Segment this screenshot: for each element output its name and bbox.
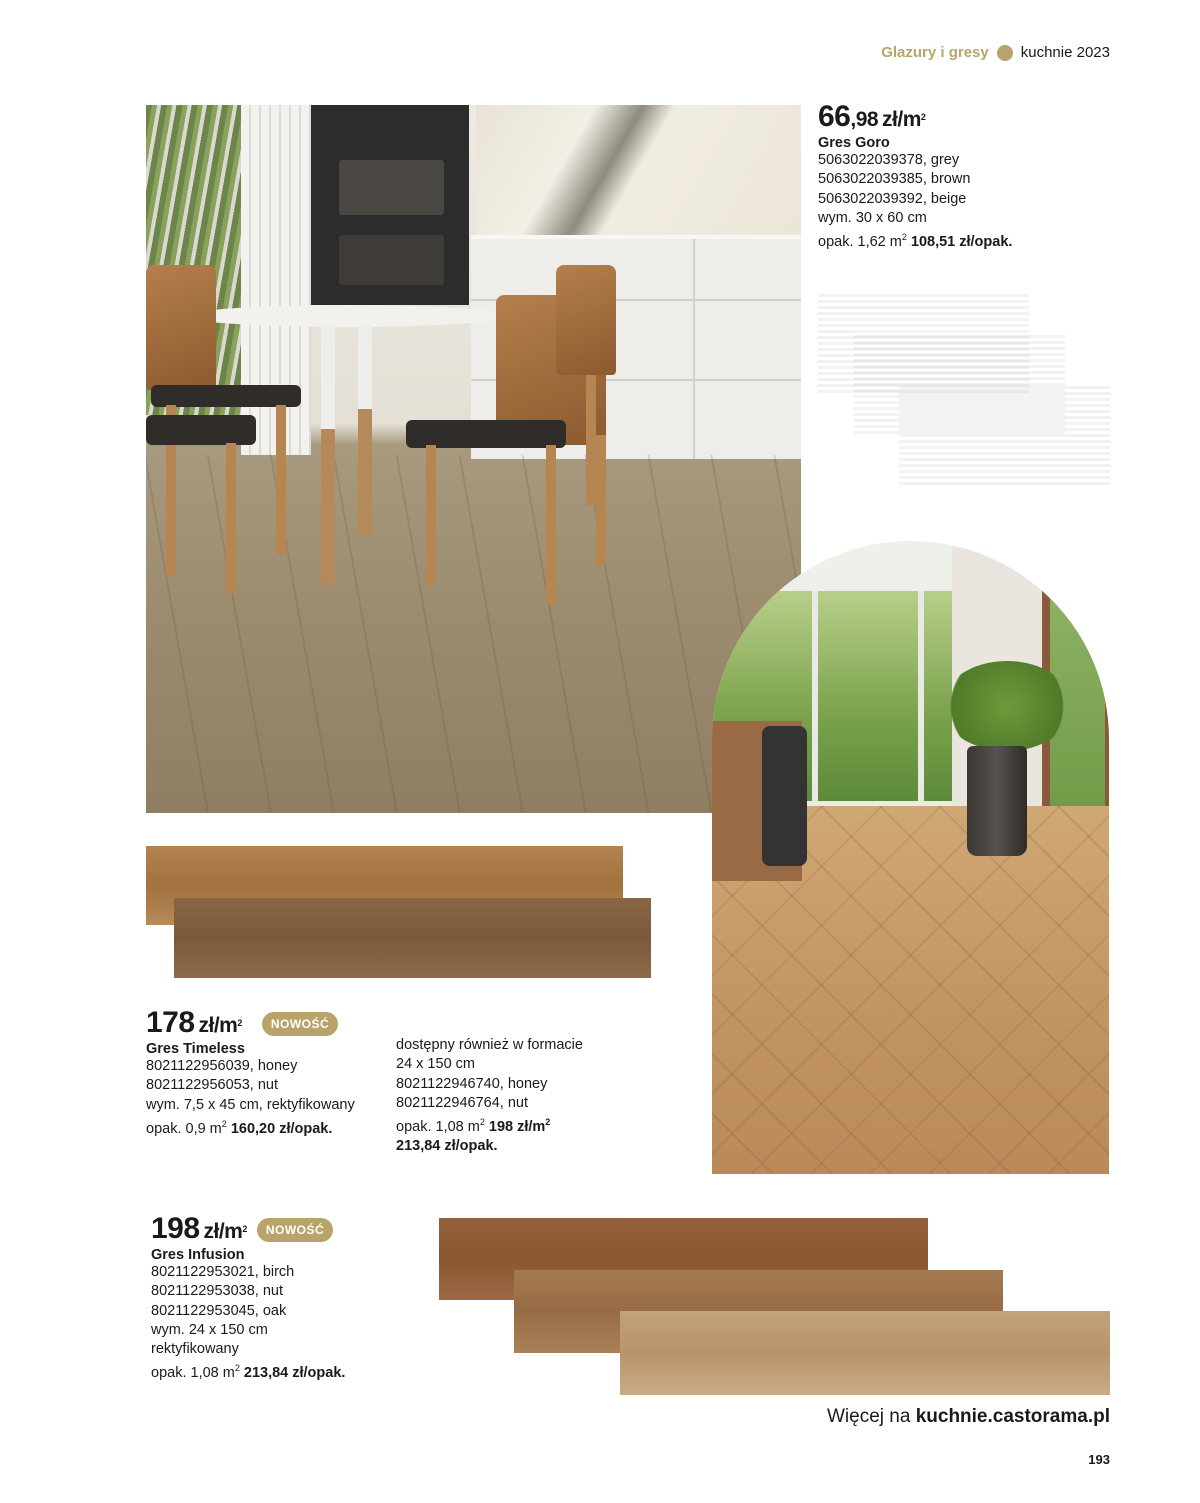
goro-dimensions: wym. 30 x 60 cm <box>818 209 927 226</box>
timeless-ean-nut: 8021122956053, nut <box>146 1077 278 1094</box>
section-title: Glazury i gresy <box>881 44 989 61</box>
dining-chair <box>762 726 807 866</box>
product-timeless-alt-format <box>396 1036 636 1157</box>
tile-swatch-brown <box>899 384 1110 488</box>
infusion-name: Gres Infusion <box>151 1247 245 1263</box>
goro-ean-brown: 5063022039385, brown <box>818 171 971 188</box>
goro-pack: opak. 1,62 $m^2$ 108,51 zł/opak. <box>818 232 1013 251</box>
timeless-price: 178 $zł/m^2$ NOWOŚĆ <box>146 1006 386 1040</box>
new-badge: NOWOŚĆ <box>257 1218 333 1242</box>
timeless-name: Gres Timeless <box>146 1041 245 1057</box>
catalog-title: kuchnie 2023 <box>1020 44 1110 61</box>
fern-plant <box>942 661 1072 751</box>
product-infusion <box>151 1212 391 1384</box>
infusion-pack: opak. 1,08 $m^2$ 213,84 zł/opak. <box>151 1363 346 1382</box>
goro-name: Gres Goro <box>818 135 890 151</box>
plant-pot <box>967 746 1027 856</box>
alt-pack: opak. 1,08 $m^2$ 198 $zł/m^2$ <box>396 1117 551 1136</box>
alt-pack-price: 213,84 zł/opak. <box>396 1138 498 1155</box>
alt-ean-nut: 8021122946764, nut <box>396 1094 528 1111</box>
round-table <box>186 305 506 327</box>
goro-ean-beige: 5063022039392, beige <box>818 190 967 207</box>
page-number: 193 <box>1088 1452 1110 1467</box>
infusion-price: 198 $zł/m^2$ NOWOŚĆ <box>151 1212 391 1246</box>
product-timeless <box>146 1006 386 1139</box>
oven <box>311 105 469 305</box>
page-header <box>881 44 1110 61</box>
new-badge: NOWOŚĆ <box>262 1012 338 1036</box>
alt-format-size: 24 x 150 cm <box>396 1056 475 1073</box>
section-dot-icon <box>997 45 1013 61</box>
wood-floor <box>146 455 801 813</box>
goro-ean-grey: 5063022039378, grey <box>818 152 960 168</box>
infusion-ean-oak: 8021122953045, oak <box>151 1302 287 1319</box>
infusion-dimensions: wym. 24 x 150 cm <box>151 1321 268 1338</box>
product-goro <box>818 100 1118 252</box>
marble-backsplash <box>476 105 801 235</box>
infusion-rectified: rektyfikowany <box>151 1341 239 1358</box>
timeless-ean-honey: 8021122956039, honey <box>146 1058 298 1074</box>
kitchen-photo <box>146 105 801 813</box>
website-link[interactable]: Więcej na kuchnie.castorama.pl <box>827 1406 1110 1427</box>
goro-price: 66,98 $zł/m^2$ <box>818 100 926 133</box>
alt-ean-honey: 8021122946740, honey <box>396 1075 548 1092</box>
infusion-ean-birch: 8021122953021, birch <box>151 1264 295 1280</box>
tile-swatch-birch <box>620 1311 1110 1395</box>
infusion-ean-nut: 8021122953038, nut <box>151 1283 283 1300</box>
alt-format-note: dostępny również w formacie <box>396 1037 583 1053</box>
timeless-pack: opak. 0,9 $m^2$ 160,20 zł/opak. <box>146 1118 333 1137</box>
tile-swatch-nut <box>174 898 651 978</box>
herringbone-floor-photo <box>712 541 1109 1174</box>
timeless-dimensions: wym. 7,5 x 45 cm, rektyfikowany <box>146 1096 355 1113</box>
